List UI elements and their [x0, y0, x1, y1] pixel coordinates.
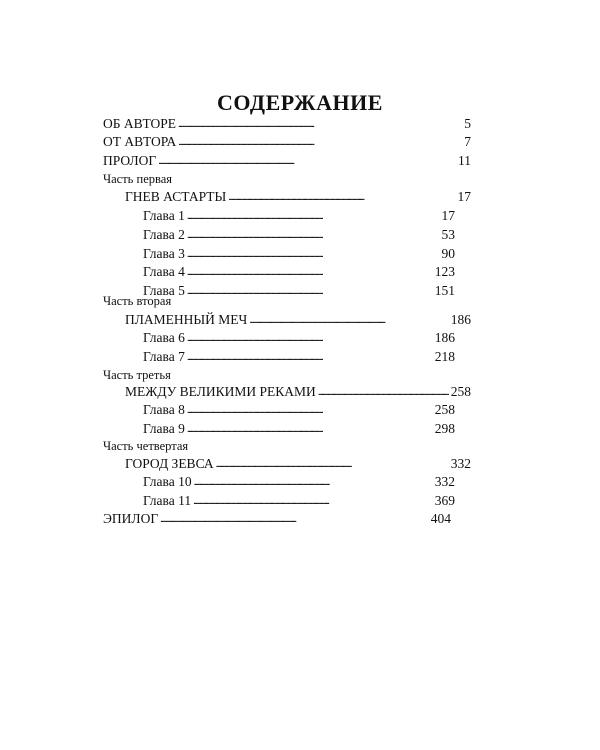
toc-entry-label: Глава 6 [143, 330, 185, 345]
toc-entry-label: Глава 7 [143, 349, 185, 364]
toc-entry-label: ПЛАМЕННЫЙ МЕЧ [125, 312, 248, 327]
toc-entry-part1-title[interactable] [125, 189, 471, 206]
dot-leader [187, 329, 433, 346]
toc-entry-label: Глава 8 [143, 402, 185, 417]
toc-entry-chapter[interactable] [143, 227, 455, 244]
toc-entry-part4-title[interactable] [125, 456, 471, 473]
toc-entry-chapter[interactable] [143, 208, 455, 225]
toc-entry-from-author[interactable] [103, 134, 471, 151]
toc-page-number: 258 [434, 402, 455, 417]
part-heading-3: Часть третья [103, 368, 171, 382]
toc-entry-prologue[interactable] [103, 153, 471, 170]
toc-page-number: 17 [457, 189, 471, 204]
dot-leader [228, 188, 455, 205]
page-title: СОДЕРЖАНИЕ [217, 90, 383, 115]
toc-page-number: 7 [464, 134, 471, 149]
dot-leader [187, 207, 440, 224]
toc-entry-chapter[interactable] [143, 402, 455, 419]
toc-entry-label: ОТ АВТОРА [103, 134, 177, 149]
toc-entry-label: ПРОЛОГ [103, 153, 157, 168]
toc-page-number: 151 [434, 283, 455, 298]
toc-entry-chapter[interactable] [143, 421, 455, 438]
toc-entry-chapter[interactable] [143, 349, 455, 366]
toc-entry-label: ОБ АВТОРЕ [103, 116, 177, 131]
toc-page-number: 369 [434, 493, 455, 508]
toc-entry-label: Глава 11 [143, 493, 192, 508]
dot-leader [249, 311, 448, 328]
toc-entry-label: Глава 2 [143, 227, 185, 242]
toc-entry-label: ГНЕВ АСТАРТЫ [125, 189, 227, 204]
dot-leader [194, 473, 433, 490]
toc-entry-label: МЕЖДУ ВЕЛИКИМИ РЕКАМИ [125, 384, 316, 399]
dot-leader [178, 115, 462, 132]
dot-leader [193, 492, 433, 509]
toc-page-number: 17 [441, 208, 455, 223]
toc-entry-label: Глава 5 [143, 283, 185, 298]
part-heading-1: Часть первая [103, 172, 173, 186]
dot-leader [158, 152, 456, 169]
toc-entry-label: ГОРОД ЗЕВСА [125, 456, 214, 471]
dot-leader [187, 348, 433, 365]
toc-entry-chapter[interactable] [143, 264, 455, 281]
toc-page-number: 123 [434, 264, 455, 279]
dot-leader [187, 263, 433, 280]
toc-page-number: 298 [434, 421, 455, 436]
toc-entry-label: Глава 1 [143, 208, 185, 223]
dot-leader [318, 383, 449, 400]
toc-entry-chapter[interactable] [143, 246, 455, 263]
toc-entry-chapter[interactable] [143, 493, 455, 510]
toc-page-number: 186 [434, 330, 455, 345]
toc-page-number: 90 [441, 246, 455, 261]
toc-entry-chapter[interactable] [143, 283, 455, 300]
toc-page-number: 186 [450, 312, 471, 327]
toc-page-number: 332 [434, 474, 455, 489]
toc-entry-about-author[interactable] [103, 116, 471, 133]
dot-leader [178, 133, 462, 150]
toc-entry-label: Глава 10 [143, 474, 192, 489]
toc-page-number: 258 [450, 384, 471, 399]
toc-page-number: 53 [441, 227, 455, 242]
toc-entry-chapter[interactable] [143, 330, 455, 347]
part-heading-4: Часть четвертая [103, 439, 189, 453]
toc-entry-label: ЭПИЛОГ [103, 511, 159, 526]
dot-leader [187, 401, 433, 418]
dot-leader [187, 245, 440, 262]
dot-leader [160, 510, 429, 527]
toc-page-number: 332 [450, 456, 471, 471]
dot-leader [187, 226, 440, 243]
toc-entry-label: Глава 9 [143, 421, 185, 436]
toc-entry-label: Глава 3 [143, 246, 185, 261]
toc-page-number: 5 [464, 116, 471, 131]
toc-entry-part3-title[interactable] [125, 384, 471, 401]
toc-page-number: 218 [434, 349, 455, 364]
dot-leader [216, 455, 449, 472]
toc-page-number: 404 [430, 511, 451, 526]
toc-entry-part2-title[interactable] [125, 312, 471, 329]
dot-leader [187, 420, 433, 437]
toc-page-number: 11 [458, 153, 471, 168]
dot-leader [187, 282, 433, 299]
toc-entry-chapter[interactable] [143, 474, 455, 491]
toc-entry-epilogue[interactable] [103, 511, 451, 528]
toc-entry-label: Глава 4 [143, 264, 185, 279]
part-heading-2: Часть вторая [103, 294, 172, 308]
